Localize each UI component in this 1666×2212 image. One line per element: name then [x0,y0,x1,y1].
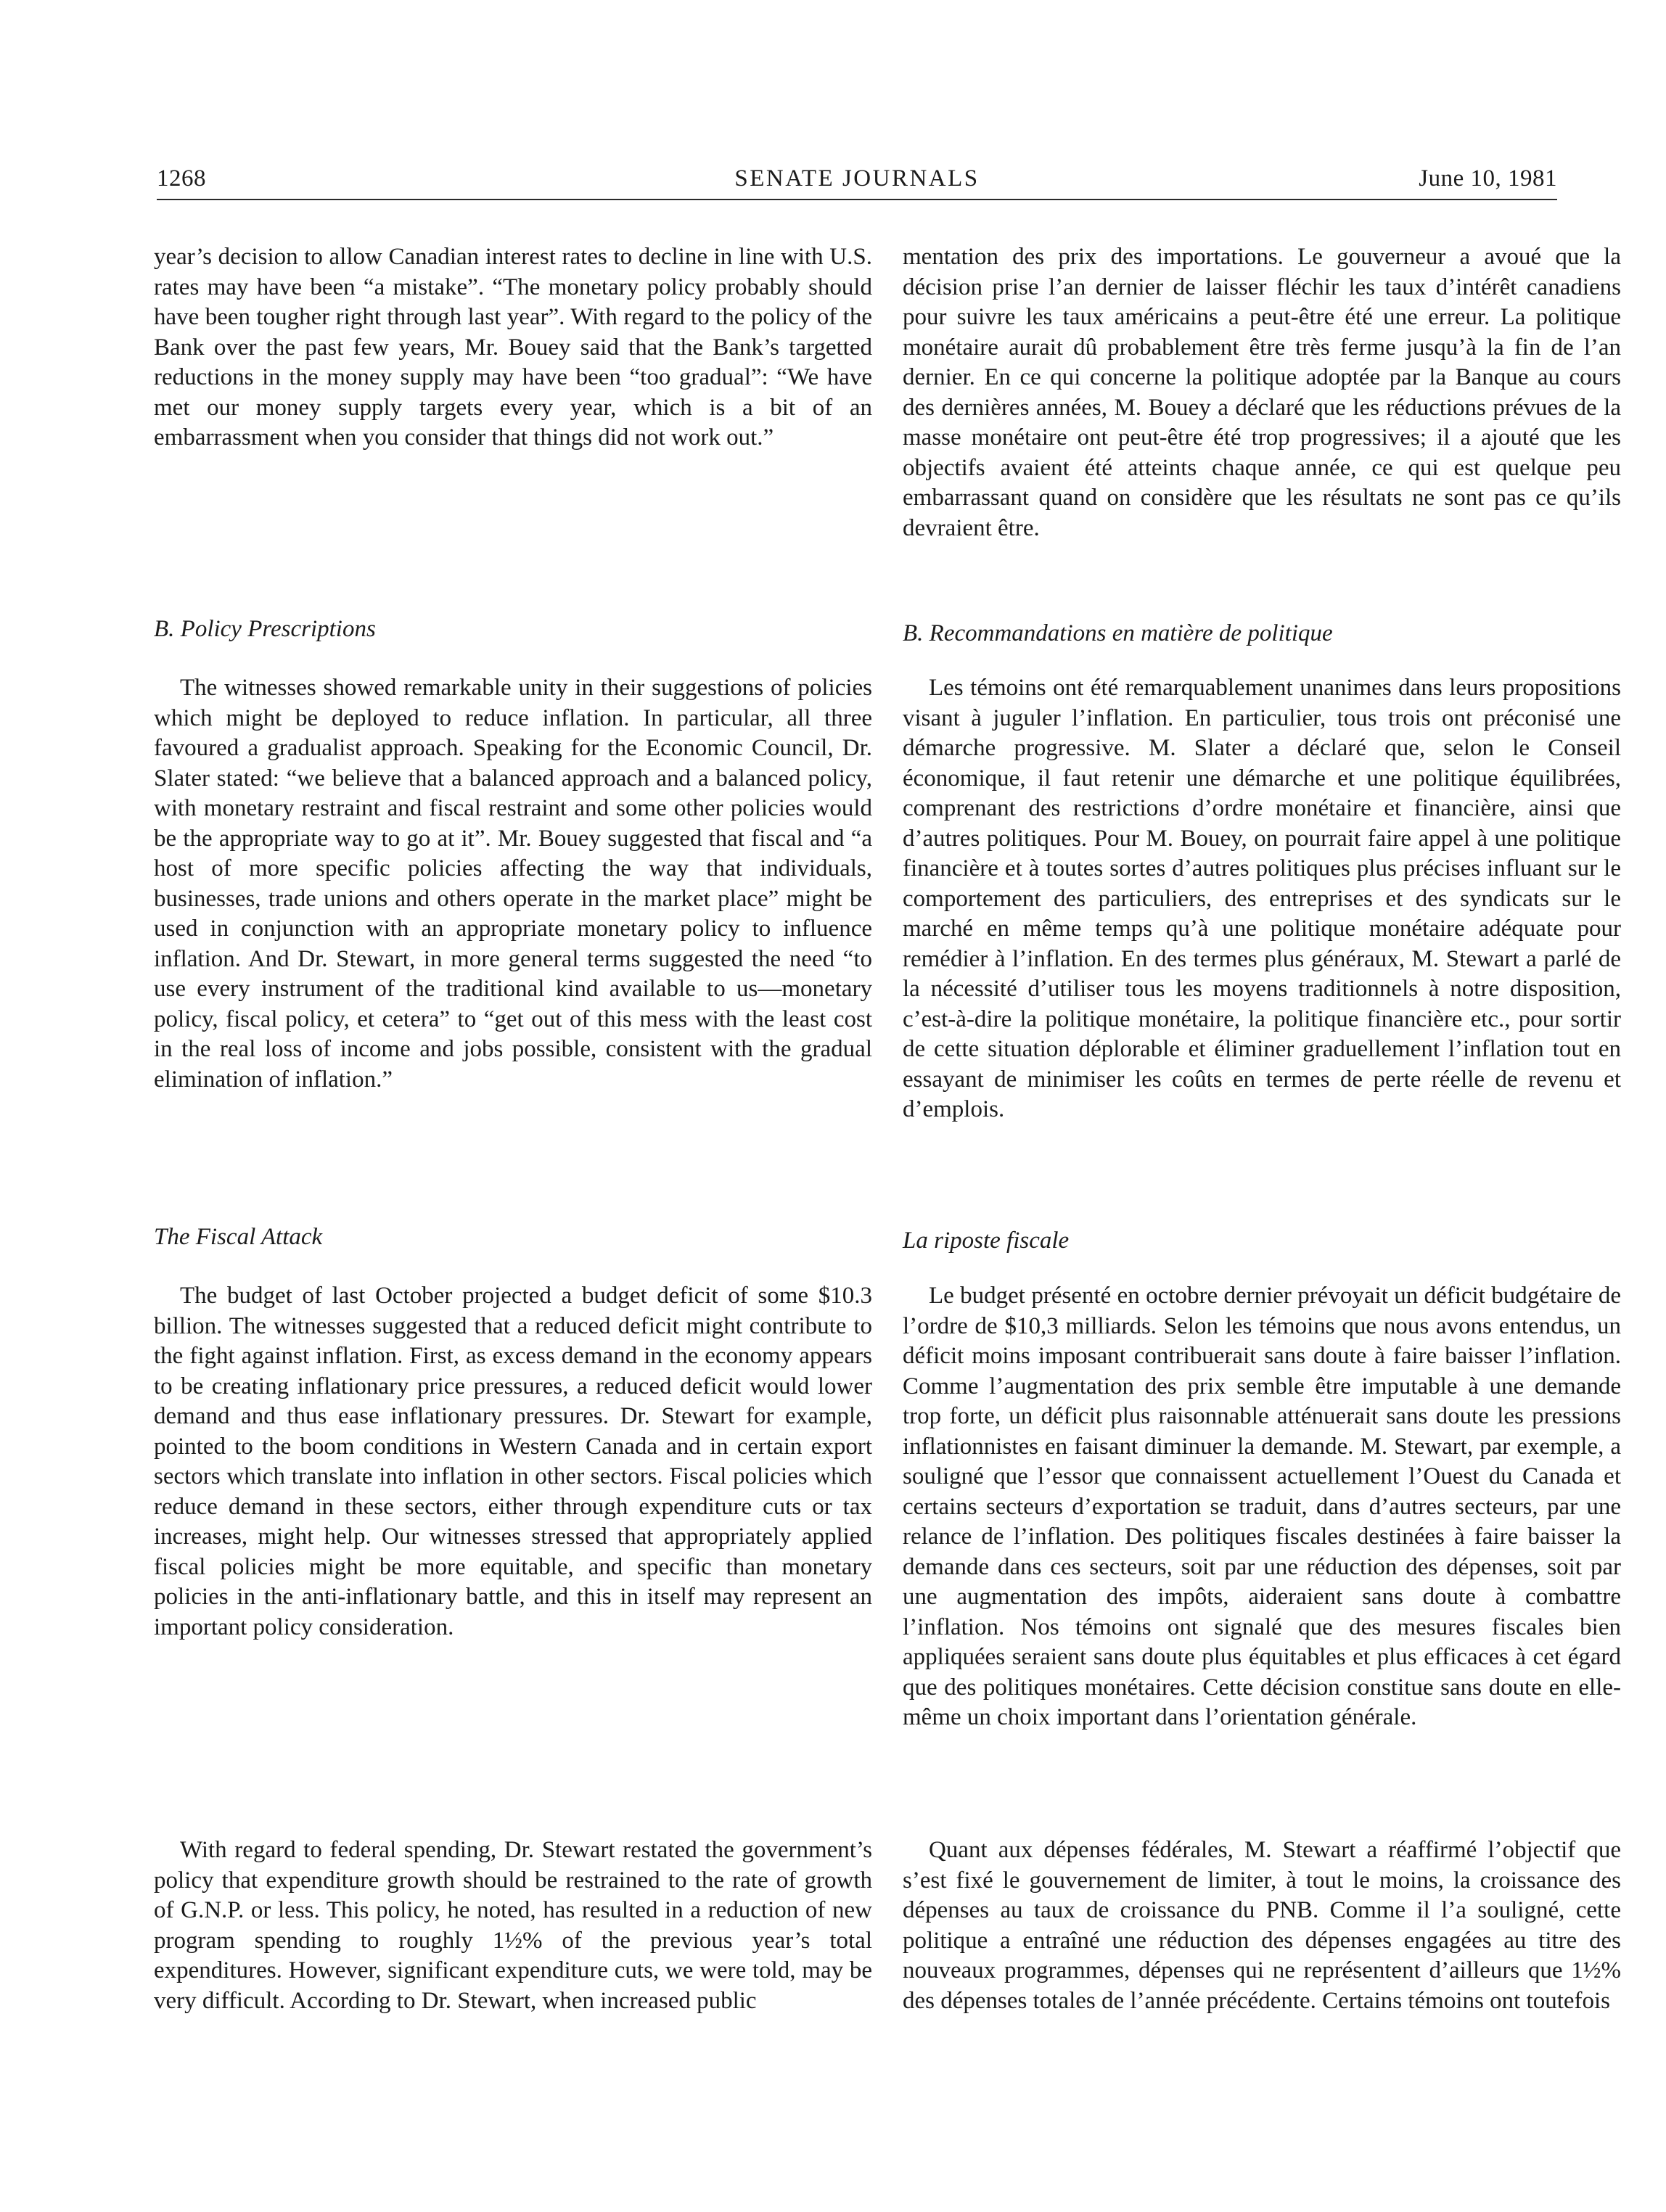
running-header [157,164,1557,200]
english-intro-paragraph: year’s decision to allow Canadian interest rates to decline in line with U.S. rates may have been “a mistake”. “The monetary policy probably should have been tougher right through last year”. With regard to the policy of the Bank over the past few years, Mr. Bouey said that the Bank’s targetted reductions in the money supply may have been “too gradual”: “We have met our money supply targets every year, which is a bit of an embarrassment when you consider that things did not work out.” [154,244,872,451]
page-number: 1268 [157,165,206,192]
french-section-b-heading: B. Recommandations en matière de politique [903,620,1333,646]
english-section-b-paragraph: The witnesses showed remarkable unity in their suggestions of policies which might be deployed to reduce inflation. In particular, all three favoured a gradualist approach. Speaking for the Economic Council, Dr. Slater stated: “we believe that a balanced approach and a balanced policy, with monetary restraint and fiscal restraint and some other policies would be the appropriate way to go at it”. Mr. Bouey suggested that fiscal and “a host of more specific policies affecting the way that individuals, businesses, trade unions and others operate in the market place” might be used in conjunction with an appropriate monetary policy to influence inflation. And Dr. Stewart, in more general terms suggested the need “to use every instrument of the traditional kind available to us—monetary policy, fiscal policy, et cetera” to “get out of this mess with the least cost in the real loss of income and jobs possible, consistent with the gradual elimination of inflation.” [154,675,872,1093]
english-spending-paragraph: With regard to federal spending, Dr. Stewart restated the government’s policy that expenditure growth should be restrained to the rate of growth of G.N.P. or less. This policy, he noted, has resulted in a reduction of new program spending to roughly 1½% of the previous year’s total expenditures. However, significant expenditure cuts, we were told, may be very difficult. According to Dr. Stewart, when increased public [154,1837,872,2014]
french-intro-paragraph: mentation des prix des importations. Le gouverneur a avoué que la décision prise l’an dernier de laisser fléchir les taux d’intérêt canadiens pour suivre les taux américains a peut-être été une erreur. La politique monétaire aurait dû probablement être très ferme jusqu’à la fin de l’an dernier. En ce qui concerne la politique adoptée par la Banque au cours des dernières années, M. Bouey a déclaré que les réductions prévues de la masse monétaire ont peut-être été trop progressives; il a ajouté que les objectifs avaient été atteints chaque année, ce qui est quelque peu embarrassant quand on considère que les résultats ne sont pas ce qu’ils devraient être. [903,244,1621,541]
english-fiscal-paragraph: The budget of last October projected a budget deficit of some $10.3 billion. The witnesses suggested that a reduced deficit might contribute to the fight against inflation. First, as excess demand in the economy appears to be creating inflationary price pressures, a reduced deficit would lower demand and thus ease inflationary pressures. Dr. Stewart for example, pointed to the boom conditions in Western Canada and in certain export sectors which translate into inflation in other sectors. Fiscal policies which reduce demand in these sectors, either through expenditure cuts or tax increases, might help. Our witnesses stressed that appropriately applied fiscal policies might be more equitable, and specific than monetary policies in the anti-inflationary battle, and this in itself may represent an important policy consideration. [154,1283,872,1640]
french-fiscal-paragraph: Le budget présenté en octobre dernier prévoyait un déficit budgétaire de l’ordre de $10,3 milliards. Selon les témoins que nous avons entendus, un déficit moins imposant contribuerait sans doute à faire baisser l’inflation. Comme l’augmentation des prix semble être imputable à une demande trop forte, un déficit plus raisonnable atténuerait sans doute les pressions inflationnistes en faisant diminuer la demande. M. Stewart, par exemple, a souligné que l’essor que connaissent actuellement l’Ouest du Canada et certains secteurs d’exportation se traduit, dans d’autres secteurs, par une relance de l’inflation. Des politiques fiscales destinées à faire baisser la demande dans ces secteurs, soit par une réduction des dépenses, soit par une augmentation des impôts, aideraient sans doute à combattre l’inflation. Nos témoins ont signalé que des mesures fiscales bien appliquées seraient sans doute plus équitables et plus efficaces à cet égard que des politiques monétaires. Cette décision constitue sans doute en elle-même un choix important dans l’orientation générale. [903,1283,1621,1730]
french-section-b-paragraph: Les témoins ont été remarquablement unanimes dans leurs propositions visant à juguler l’inflation. En particulier, tous trois ont préconisé une démarche progressive. M. Slater a déclaré que, selon le Conseil économique, il faut retenir une démarche et une politique équilibrées, comprenant des restrictions d’ordre monétaire et financière, ainsi que d’autres politiques. Pour M. Bouey, on pourrait faire appel à une politique financière et à toutes sortes d’autres politiques plus précises influant sur le comportement des particuliers, des entreprises et des syndicats sur le marché en même temps qu’à une politique monétaire adéquate pour remédier à l’inflation. En des termes plus généraux, M. Stewart a parlé de la nécessité d’utiliser tous les moyens traditionnels à notre disposition, c’est-à-dire la politique monétaire, la politique financière etc., pour sortir de cette situation déplorable et éliminer graduellement l’inflation tout en essayant de minimiser les coûts en termes de perte réelle de revenu et d’emplois. [903,675,1621,1122]
journal-title: SENATE JOURNALS [734,165,980,192]
french-fiscal-heading: La riposte fiscale [903,1228,1070,1254]
english-fiscal-heading: The Fiscal Attack [154,1224,323,1250]
french-spending-paragraph: Quant aux dépenses fédérales, M. Stewart a réaffirmé l’objectif que s’est fixé le gouvernement de limiter, à tout le moins, la croissance des dépenses au taux de croissance du PNB. Comme il l’a souligné, cette politique a entraîné une réduction des dépenses engagées au titre des nouveaux programmes, dépenses qui ne représentent d’ailleurs que 1½% des dépenses totales de l’année précédente. Certains témoins ont toutefois [903,1837,1621,2014]
page-date: June 10, 1981 [1419,165,1557,192]
english-section-b-heading: B. Policy Prescriptions [154,616,376,642]
